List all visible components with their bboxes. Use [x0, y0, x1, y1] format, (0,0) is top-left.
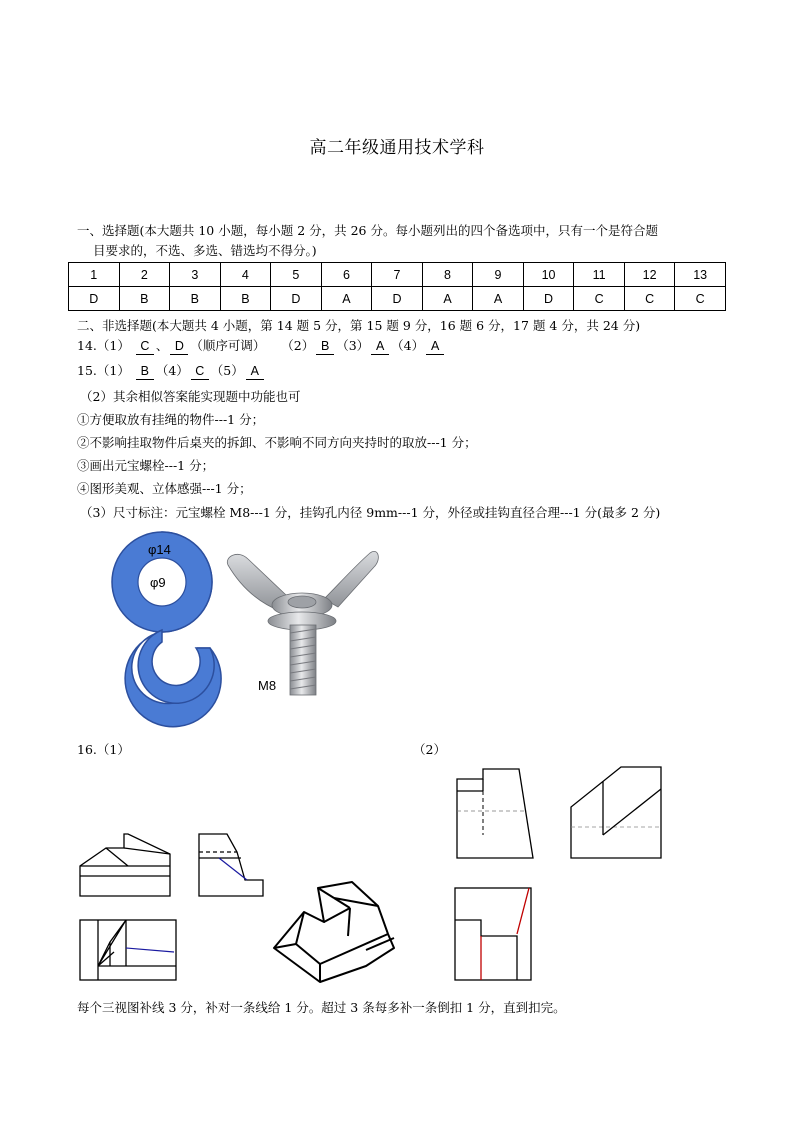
question-number-cell: 11	[574, 263, 625, 287]
answer-cell: D	[523, 287, 574, 311]
section1-heading-line2: 目要求的，不选、多选、错选均不得分。)	[93, 243, 317, 258]
answer-cell: C	[624, 287, 675, 311]
hook-shape	[112, 532, 221, 727]
q15-answer-5: A	[246, 363, 264, 380]
answer-cell: C	[574, 287, 625, 311]
q15-answer-1: B	[136, 363, 154, 380]
hook-outer-dimension: φ14	[148, 542, 171, 557]
question-number-cell: 2	[119, 263, 170, 287]
q16-1-side-view	[197, 832, 265, 898]
answer-table-number-row	[69, 263, 726, 287]
q15-part5-label: （5）	[210, 363, 244, 378]
q16-part2-label: （2）	[413, 742, 446, 757]
q15-prefix: 15.（1）	[77, 363, 130, 378]
q16-2-top-view	[453, 886, 533, 982]
question-number-cell: 1	[69, 263, 120, 287]
answer-cell: B	[220, 287, 271, 311]
section2-heading: 二、非选择题(本大题共 4 小题，第 14 题 5 分，第 15 题 9 分，16 题 6 分，17 题 4 分，共 24 分)	[77, 318, 641, 333]
question-number-cell: 13	[675, 263, 726, 287]
q15-line7: （3）尺寸标注：元宝螺栓 M8---1 分，挂钩孔内径 9mm---1 分，外径或挂钩直径合理---1 分(最多 2 分)	[80, 505, 661, 520]
q15-line4: ②不影响挂取物件后桌夹的拆卸、不影响不同方向夹持时的取放---1 分；	[77, 435, 477, 450]
wing-bolt-image	[220, 545, 380, 705]
question-number-cell: 10	[523, 263, 574, 287]
q15-line2: （2）其余相似答案能实现题中功能也可	[80, 389, 301, 404]
answer-table	[68, 262, 726, 311]
q14-part3-label: （3）	[336, 338, 370, 353]
answer-table-answer-row	[69, 287, 726, 311]
page-title: 高二年级通用技术学科	[309, 138, 485, 158]
hook-drawing	[110, 530, 220, 700]
q14-answer-1a: C	[136, 338, 154, 355]
q14-answer-1b: D	[170, 338, 188, 355]
q14-part2-label: （2）	[281, 338, 315, 353]
question-number-cell: 5	[271, 263, 322, 287]
question-number-cell: 4	[220, 263, 271, 287]
question-number-cell: 8	[422, 263, 473, 287]
q15-line	[77, 363, 266, 380]
q14-line	[77, 338, 446, 355]
answer-cell: D	[69, 287, 120, 311]
answer-cell: A	[422, 287, 473, 311]
answer-cell: A	[473, 287, 524, 311]
q14-answer-2: B	[316, 338, 334, 355]
bolt-thread	[290, 625, 316, 695]
question-number-cell: 3	[170, 263, 221, 287]
section1-heading-line1: 一、选择题(本大题共 10 小题，每小题 2 分，共 26 分。每小题列出的四个备选项中，只有一个是符合题	[77, 223, 658, 238]
question-number-cell: 12	[624, 263, 675, 287]
answer-cell: B	[170, 287, 221, 311]
q14-prefix: 14.（1）	[77, 338, 130, 353]
question-number-cell: 7	[372, 263, 423, 287]
q16-1-top-view	[78, 918, 178, 982]
q14-answer-4: A	[426, 338, 444, 355]
question-number-cell: 9	[473, 263, 524, 287]
question-number-cell: 6	[321, 263, 372, 287]
q15-line3: ①方便取放有挂绳的物件---1 分；	[77, 412, 265, 427]
bolt-dimension-label: M8	[258, 678, 277, 693]
q15-line5: ③画出元宝螺栓---1 分；	[77, 458, 215, 473]
hook-inner-dimension: φ9	[150, 575, 166, 590]
q16-part1-label: 16.（1）	[77, 742, 130, 757]
q16-scoring-note: 每个三视图补线 3 分，补对一条线给 1 分。超过 3 条每多补一条倒扣 1 分，直到扣完。	[77, 1000, 566, 1015]
q16-2-side-view	[569, 765, 664, 860]
answer-cell: B	[119, 287, 170, 311]
q15-part4-label: （4）	[155, 363, 189, 378]
q14-note: （顺序可调）	[190, 338, 266, 353]
q16-1-isometric	[268, 878, 398, 988]
answer-cell: C	[675, 287, 726, 311]
answer-cell: D	[372, 287, 423, 311]
wing-nut	[227, 551, 378, 630]
q16-2-front-view	[455, 765, 535, 860]
answer-cell: A	[321, 287, 372, 311]
q14-answer-3: A	[371, 338, 389, 355]
q14-separator: 、	[155, 338, 169, 353]
q15-line6: ④图形美观、立体感强---1 分；	[77, 481, 252, 496]
q16-1-front-view	[78, 830, 173, 900]
q14-part4-label: （4）	[391, 338, 425, 353]
q15-answer-4: C	[191, 363, 209, 380]
answer-cell: D	[271, 287, 322, 311]
